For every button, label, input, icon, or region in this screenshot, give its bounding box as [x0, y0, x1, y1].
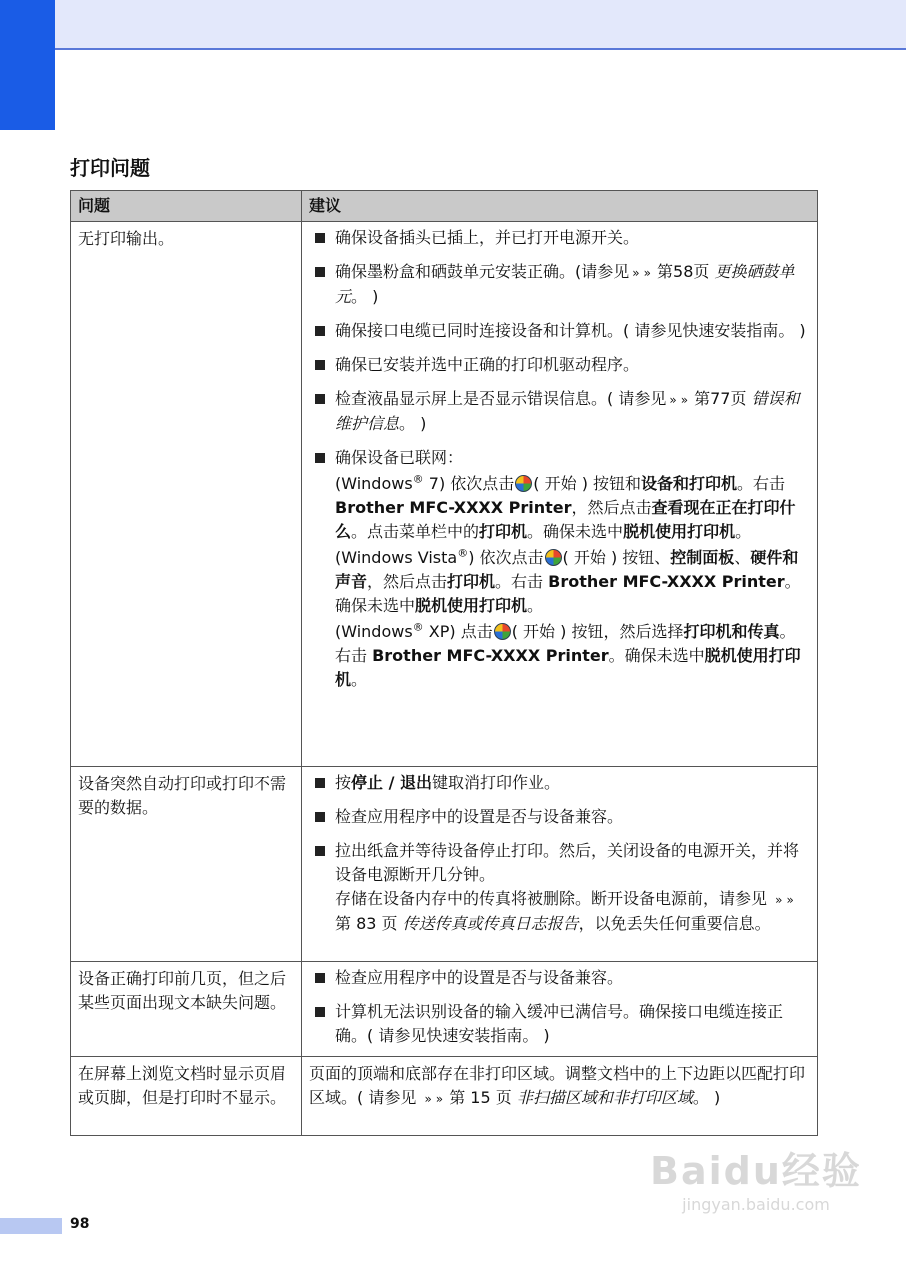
top-header-band	[55, 0, 906, 50]
reference-link[interactable]: 更换硒鼓单元	[335, 262, 795, 306]
section-title: 打印问题	[70, 156, 150, 180]
bullet-item: 计算机无法识别设备的输入缓冲已满信号。确保接口电缆连接正确。( 请参见快速安装指南。 )	[315, 1000, 810, 1048]
advice-cell: 页面的顶端和底部存在非打印区域。调整文档中的上下边距以匹配打印区域。( 请参见 » » 第 15 页 非扫描区域和非打印区域。 )	[302, 1057, 818, 1136]
arrow-icon: »	[669, 393, 675, 407]
bullet-item: 按停止 / 退出键取消打印作业。	[315, 771, 810, 795]
bullet-item: 检查应用程序中的设置是否与设备兼容。	[315, 805, 810, 829]
advice-cell	[302, 767, 818, 962]
bullet-item: 拉出纸盒并等待设备停止打印。然后，关闭设备的电源开关，并将设备电源断开几分钟。 存储在设备内存中的传真将被删除。断开设备电源前，请参见 » » 第 83 页 传送传真或传真日志报告，以免丢失任何重要信息。	[315, 839, 810, 936]
arrow-icon: »	[632, 266, 638, 280]
table-row	[71, 222, 818, 767]
arrow-icon: »	[680, 393, 687, 407]
arrow-icon: »	[643, 266, 649, 280]
table-row	[71, 767, 818, 962]
advice-cell	[302, 222, 818, 767]
arrow-icon: »	[435, 1092, 442, 1106]
header-problem: 问题	[71, 191, 302, 222]
troubleshooting-table	[70, 190, 818, 1136]
bullet-item: 确保设备已联网： (Windows® 7) 依次点击 ( 开始 ) 按钮和设备和打印机。右击 Brother MFC-XXXX Printer，然后点击查看现在正在打印什么。点击菜单栏中的打印机。确保未选中脱机使用打印机。 (Windows Vista®) 依次点击 ( 开始 ) 按钮、控制面板、硬件和声音，然后点击打印机。右击 Brother MFC-XXXX Printer。确保未选中脱机使用打印机。 (Windows® XP) 点击 ( 开始 ) 按钮，然后选择打印机和传真。右击 Brother MFC-XXXX Printer。确保未选中脱机使用打印机。	[315, 446, 810, 692]
bullet-item: 确保设备插头已插上，并已打开电源开关。	[315, 226, 810, 250]
arrow-icon: »	[775, 893, 781, 907]
baidu-watermark	[646, 1140, 866, 1214]
problem-cell: 无打印输出。	[71, 222, 302, 767]
windows-start-icon	[515, 475, 532, 492]
table-row	[71, 1057, 818, 1136]
reference-link[interactable]: 传送传真或传真日志报告	[402, 914, 579, 933]
arrow-icon: »	[424, 1092, 430, 1106]
table-header-row	[71, 191, 818, 222]
windows7-instructions: (Windows® 7) 依次点击 ( 开始 ) 按钮和设备和打印机。右击 Brother MFC-XXXX Printer，然后点击查看现在正在打印什么。点击菜单栏中的打印机。确保未选中脱机使用打印机。	[335, 472, 796, 541]
bullet-item: 确保墨粉盒和硒鼓单元安装正确。(请参见 » » 第58页 更换硒鼓单元。 )	[315, 260, 810, 309]
bullet-item: 检查液晶显示屏上是否显示错误信息。( 请参见 » » 第77页 错误和维护信息。 )	[315, 387, 810, 436]
bullet-item: 检查应用程序中的设置是否与设备兼容。	[315, 966, 810, 990]
reference-link[interactable]: 错误和维护信息	[335, 389, 800, 433]
page-number: 98	[70, 1216, 90, 1232]
baidu-logo: Baidu经验	[650, 1149, 862, 1193]
bullet-item: 确保接口电缆已同时连接设备和计算机。( 请参见快速安装指南。 )	[315, 319, 810, 343]
chapter-side-tab	[0, 0, 55, 130]
page-number-bar	[0, 1218, 62, 1234]
problem-cell: 在屏幕上浏览文档时显示页眉或页脚，但是打印时不显示。	[71, 1057, 302, 1136]
stop-exit-key: 停止 / 退出	[351, 773, 433, 792]
header-advice: 建议	[302, 191, 818, 222]
problem-cell: 设备正确打印前几页，但之后某些页面出现文本缺失问题。	[71, 962, 302, 1057]
advice-cell	[302, 962, 818, 1057]
reference-link[interactable]: 非扫描区域和非打印区域	[516, 1088, 693, 1107]
windows-xp-instructions: (Windows® XP) 点击 ( 开始 ) 按钮，然后选择打印机和传真。右击 Brother MFC-XXXX Printer。确保未选中脱机使用打印机。	[335, 620, 801, 689]
windows-start-icon	[545, 549, 562, 566]
windows-vista-instructions: (Windows Vista®) 依次点击 ( 开始 ) 按钮、控制面板、硬件和声音，然后点击打印机。右击 Brother MFC-XXXX Printer。确保未选中脱机使用打印机。	[335, 546, 801, 615]
problem-cell: 设备突然自动打印或打印不需要的数据。	[71, 767, 302, 962]
arrow-icon: »	[786, 893, 792, 907]
bullet-item: 确保已安装并选中正确的打印机驱动程序。	[315, 353, 810, 377]
windows-start-icon	[494, 623, 511, 640]
watermark-url: jingyan.baidu.com	[682, 1195, 830, 1214]
table-row	[71, 962, 818, 1057]
